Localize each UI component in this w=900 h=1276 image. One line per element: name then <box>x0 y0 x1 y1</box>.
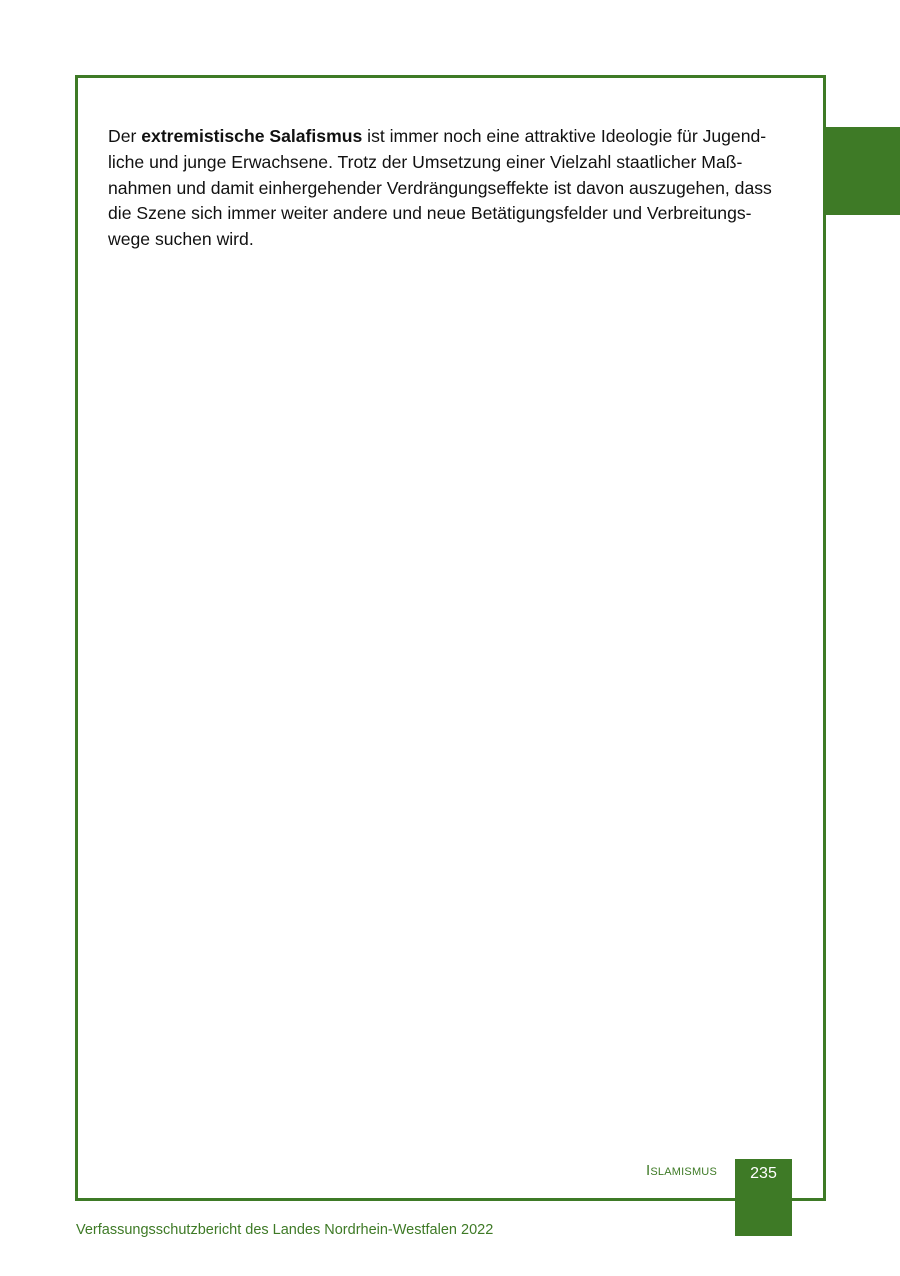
body-line-3: nahmen und damit einhergehender Verdrängungseffekte ist davon auszugehen, dass <box>108 177 772 198</box>
running-section-label: Islamismus <box>646 1162 717 1179</box>
body-line-1-suffix: ist immer noch eine attraktive Ideologie für Jugend- <box>362 126 767 146</box>
body-line-2: liche und junge Erwachsene. Trotz der Umsetzung einer Vielzahl staatlicher Maß- <box>108 151 743 172</box>
body-paragraph <box>108 124 788 253</box>
publication-footer: Verfassungsschutzbericht des Landes Nordrhein-Westfalen 2022 <box>76 1222 494 1238</box>
page-number-box <box>735 1159 792 1236</box>
body-line-4: die Szene sich immer weiter andere und neue Betätigungsfelder und Verbreitungs- <box>108 203 752 224</box>
page-number: 235 <box>750 1165 777 1182</box>
body-line-1 <box>108 124 788 150</box>
chapter-tab-marker <box>823 127 900 215</box>
body-line-1-prefix: Der <box>108 126 142 146</box>
body-line-5: wege suchen wird. <box>108 229 254 250</box>
emphasis-extremist-salafism: extremistische Salafismus <box>141 126 363 146</box>
